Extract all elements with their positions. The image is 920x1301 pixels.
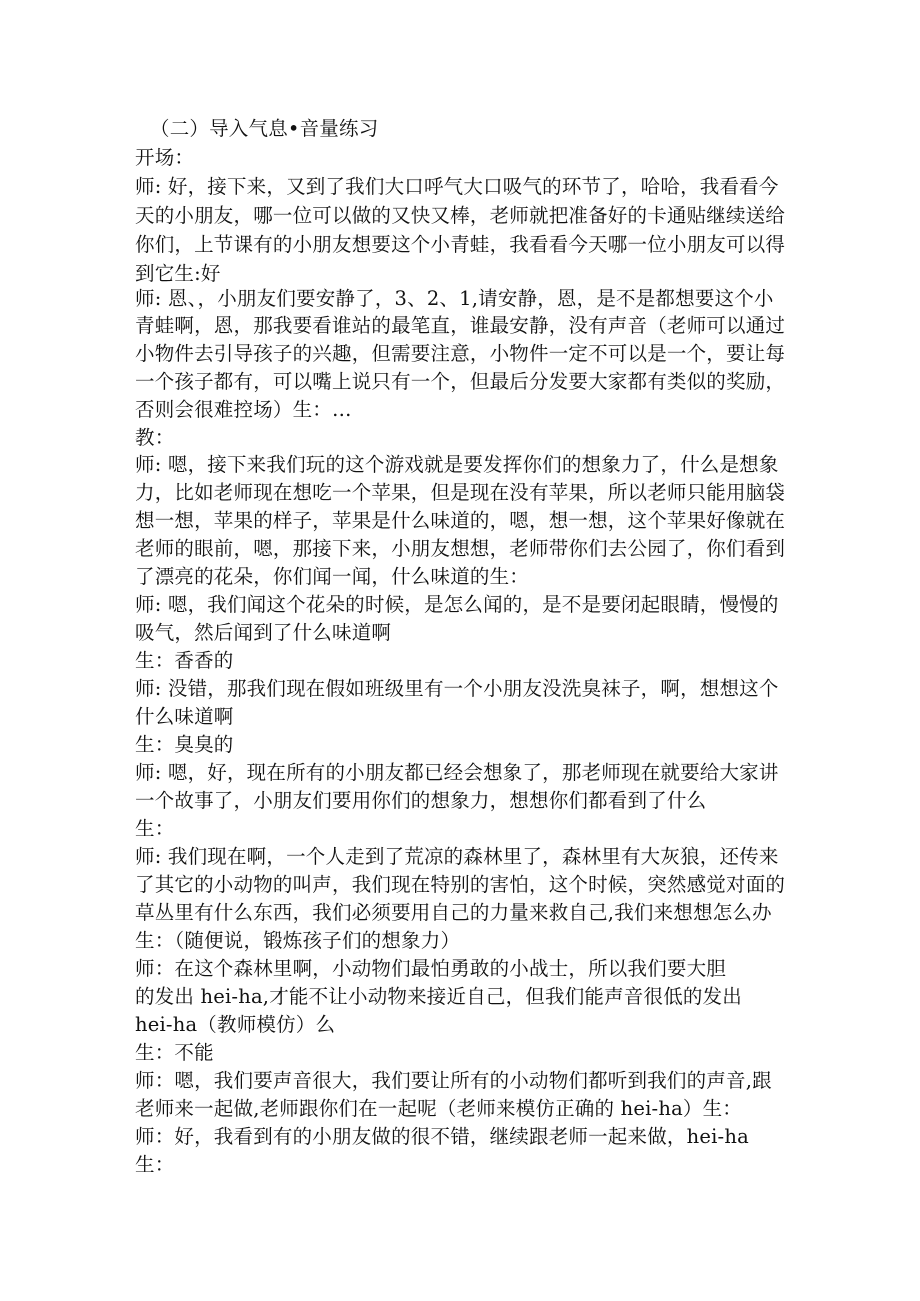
text-line: 一个孩子都有，可以嘴上说只有一个，但最后分发要大家都有类似的奖励， [135, 370, 786, 393]
text-line: 一个故事了，小朋友们要用你们的想象力，想想你们都看到了什么 [135, 789, 707, 812]
text-line: 师: 嗯，接下来我们玩的这个游戏就是要发挥你们的想象力了，什么是想象 [135, 453, 779, 476]
text-line: 否则会很难控场）生：… [135, 398, 352, 421]
text-line: 生： [135, 817, 175, 840]
text-line: 教： [135, 426, 175, 449]
text-line: 什么味道啊 [135, 705, 234, 728]
text-line: 的发出 hei-ha,才能不让小动物来接近自己，但我们能声音很低的发出 [135, 985, 743, 1008]
text-line: 天的小朋友，哪一位可以做的又快又棒，老师就把准备好的卡通贴继续送给 [135, 204, 786, 227]
text-line: 小物件去引导孩子的兴趣，但需要注意，小物件一定不可以是一个，要让每 [135, 342, 786, 365]
text-line: 老师的眼前，嗯，那接下来，小朋友想想，老师带你们去公园了，你们看到 [135, 537, 786, 560]
text-line: 到它生:好 [135, 262, 221, 285]
text-line: 吸气，然后闻到了什么味道啊 [135, 621, 392, 644]
text-line: 想一想，苹果的样子，苹果是什么味道的，嗯，想一想，这个苹果好像就在 [135, 509, 786, 532]
text-line: 师: 好，接下来，又到了我们大口呼气大口吸气的环节了，哈哈，我看看今 [135, 175, 779, 198]
text-line: 师：好，我看到有的小朋友做的很不错，继续跟老师一起来做，hei-ha [135, 1125, 749, 1148]
text-line: 师：在这个森林里啊，小动物们最怕勇敢的小战士，所以我们要大胆 [135, 957, 727, 980]
text-line: 老师来一起做,老师跟你们在一起呢（老师来模仿正确的 hei-ha）生： [135, 1097, 743, 1120]
text-line: 师: 嗯，好，现在所有的小朋友都已经会想象了，那老师现在就要给大家讲 [135, 761, 779, 784]
text-line: 力，比如老师现在想吃一个苹果，但是现在没有苹果，所以老师只能用脑袋 [135, 481, 786, 504]
text-line: 师：嗯，我们要声音很大，我们要让所有的小动物们都听到我们的声音,跟 [135, 1069, 772, 1092]
text-line: 了漂亮的花朵，你们闻一闻，什么味道的生： [135, 565, 530, 588]
text-line: 师: 没错，那我们现在假如班级里有一个小朋友没洗臭袜子，啊，想想这个 [135, 677, 779, 700]
text-line: 生：臭臭的 [135, 733, 234, 756]
text-line: 生： [135, 1153, 175, 1176]
section-heading: （二）导入气息•音量练习 [150, 117, 379, 140]
text-line: 师: 我们现在啊，一个人走到了荒凉的森林里了，森林里有大灰狼，还传来 [135, 845, 779, 868]
text-line: 你们，上节课有的小朋友想要这个小青蛙，我看看今天哪一位小朋友可以得 [135, 233, 786, 256]
text-line: 生：香香的 [135, 649, 234, 672]
text-line: 开场： [135, 146, 195, 169]
text-line: 生：（随便说，锻炼孩子们的想象力） [135, 929, 461, 952]
text-line: 了其它的小动物的叫声，我们现在特别的害怕，这个时候，突然感觉对面的 [135, 873, 786, 896]
text-line: 草丛里有什么东西，我们必须要用自己的力量来救自己,我们来想想怎么办 [135, 901, 772, 924]
text-line: 师: 嗯，我们闻这个花朵的时候，是怎么闻的，是不是要闭起眼睛，慢慢的 [135, 593, 779, 616]
text-line: hei-ha（教师模仿）么 [135, 1013, 336, 1036]
text-line: 师: 恩、，小朋友们要安静了，3、2、1,请安静，恩，是不是都想要这个小 [135, 287, 774, 310]
text-line: 青蛙啊，恩，那我要看谁站的最笔直，谁最安静，没有声音（老师可以通过 [135, 314, 786, 337]
text-line: 生：不能 [135, 1041, 214, 1064]
